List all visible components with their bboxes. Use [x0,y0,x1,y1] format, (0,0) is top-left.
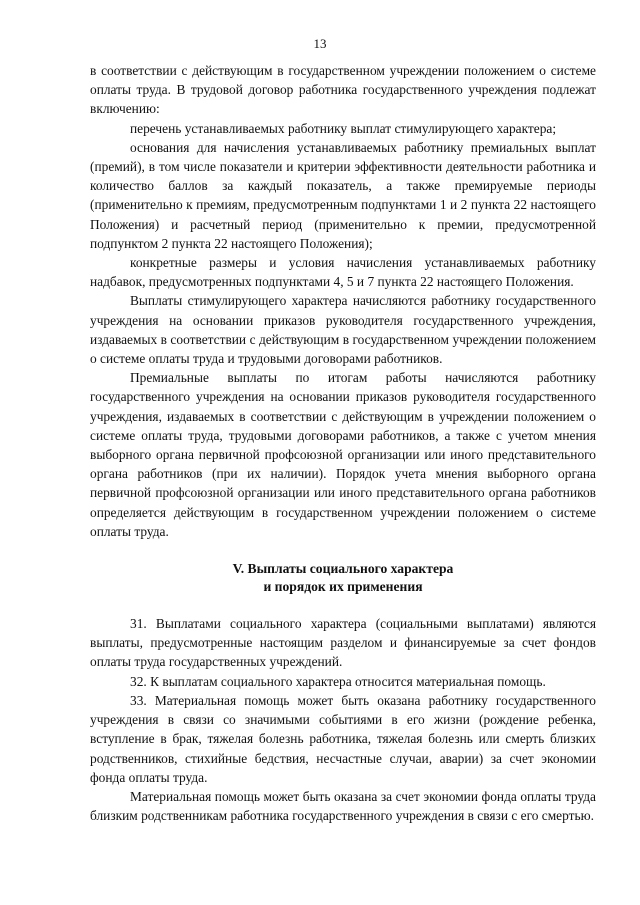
document-body [90,61,596,825]
section-heading [90,560,596,596]
paragraph-clause-33: 33. Материальная помощь может быть оказана работнику государственного учреждения в связи со значимыми событиями в его жизни (рождение ребенка, вступление в брак, тяжелая болезнь работника, тяжелая болезнь или смерть близких родственников, стихийные бедствия, несчастные случаи, аварии) за счет экономии фонда оплаты труда. [90,692,596,785]
paragraph: Премиальные выплаты по итогам работы начисляются работнику государственного учреждения на основании приказов руководителя государственного учреждения, издаваемых в соответствии с действующим в учреждении положением о системе оплаты труда, трудовыми договорами работников, а также с учетом мнения выборного органа первичной профсоюзной организации или иного представительного органа работников (при их наличии). Порядок учета мнения выборного органа первичной профсоюзной организации или иного представительного органа работников определяется действующим в государственном учреждении положением о системе оплаты труда. [90,370,596,539]
section-heading-line: и порядок их применения [263,579,423,595]
paragraph-clause-32: 32. К выплатам социального характера относится материальная помощь. [130,673,546,689]
paragraph-list-item: основания для начисления устанавливаемых работнику премиальных выплат (премий), в том числе показатели и критерии эффективности деятельности работника и количество баллов за каждый показатель, а также премируемые периоды (применительно к премиям, предусмотренным подпунктами 1 и 2 пункта 22 настоящего Положения) и расчетный период (применительно к премии, предусмотренной подпунктом 2 пункта 22 настоящего Положения); [90,139,596,251]
paragraph: Выплаты стимулирующего характера начисляются работнику государственного учреждения на основании приказов руководителя государственного учреждения, издаваемых в соответствии с действующим в государственном учреждении положением о системе оплаты труда и трудовыми договорами работников. [90,293,596,367]
paragraph-list-item: перечень устанавливаемых работнику выплат стимулирующего характера; [130,120,557,136]
paragraph: Материальная помощь может быть оказана за счет экономии фонда оплаты труда близким родственникам работника государственного учреждения в связи с его смертью. [90,788,596,824]
section-heading-line: V. Выплаты социального характера [232,561,454,577]
paragraph-clause-31: 31. Выплатами социального характера (социальными выплатами) являются выплаты, предусмотренные настоящим разделом и финансируемые за счет фондов оплаты труда государственных учреждений. [90,616,596,670]
paragraph-continuation: в соответствии с действующим в государственном учреждении положением о системе оплаты труда. В трудовой договор работника государственного учреждения подлежат включению: [90,63,596,117]
paragraph-list-item: конкретные размеры и условия начисления устанавливаемых работнику надбавок, предусмотренных подпунктами 4, 5 и 7 пункта 22 настоящего Положения. [90,255,596,290]
page-number: 13 [313,36,327,51]
